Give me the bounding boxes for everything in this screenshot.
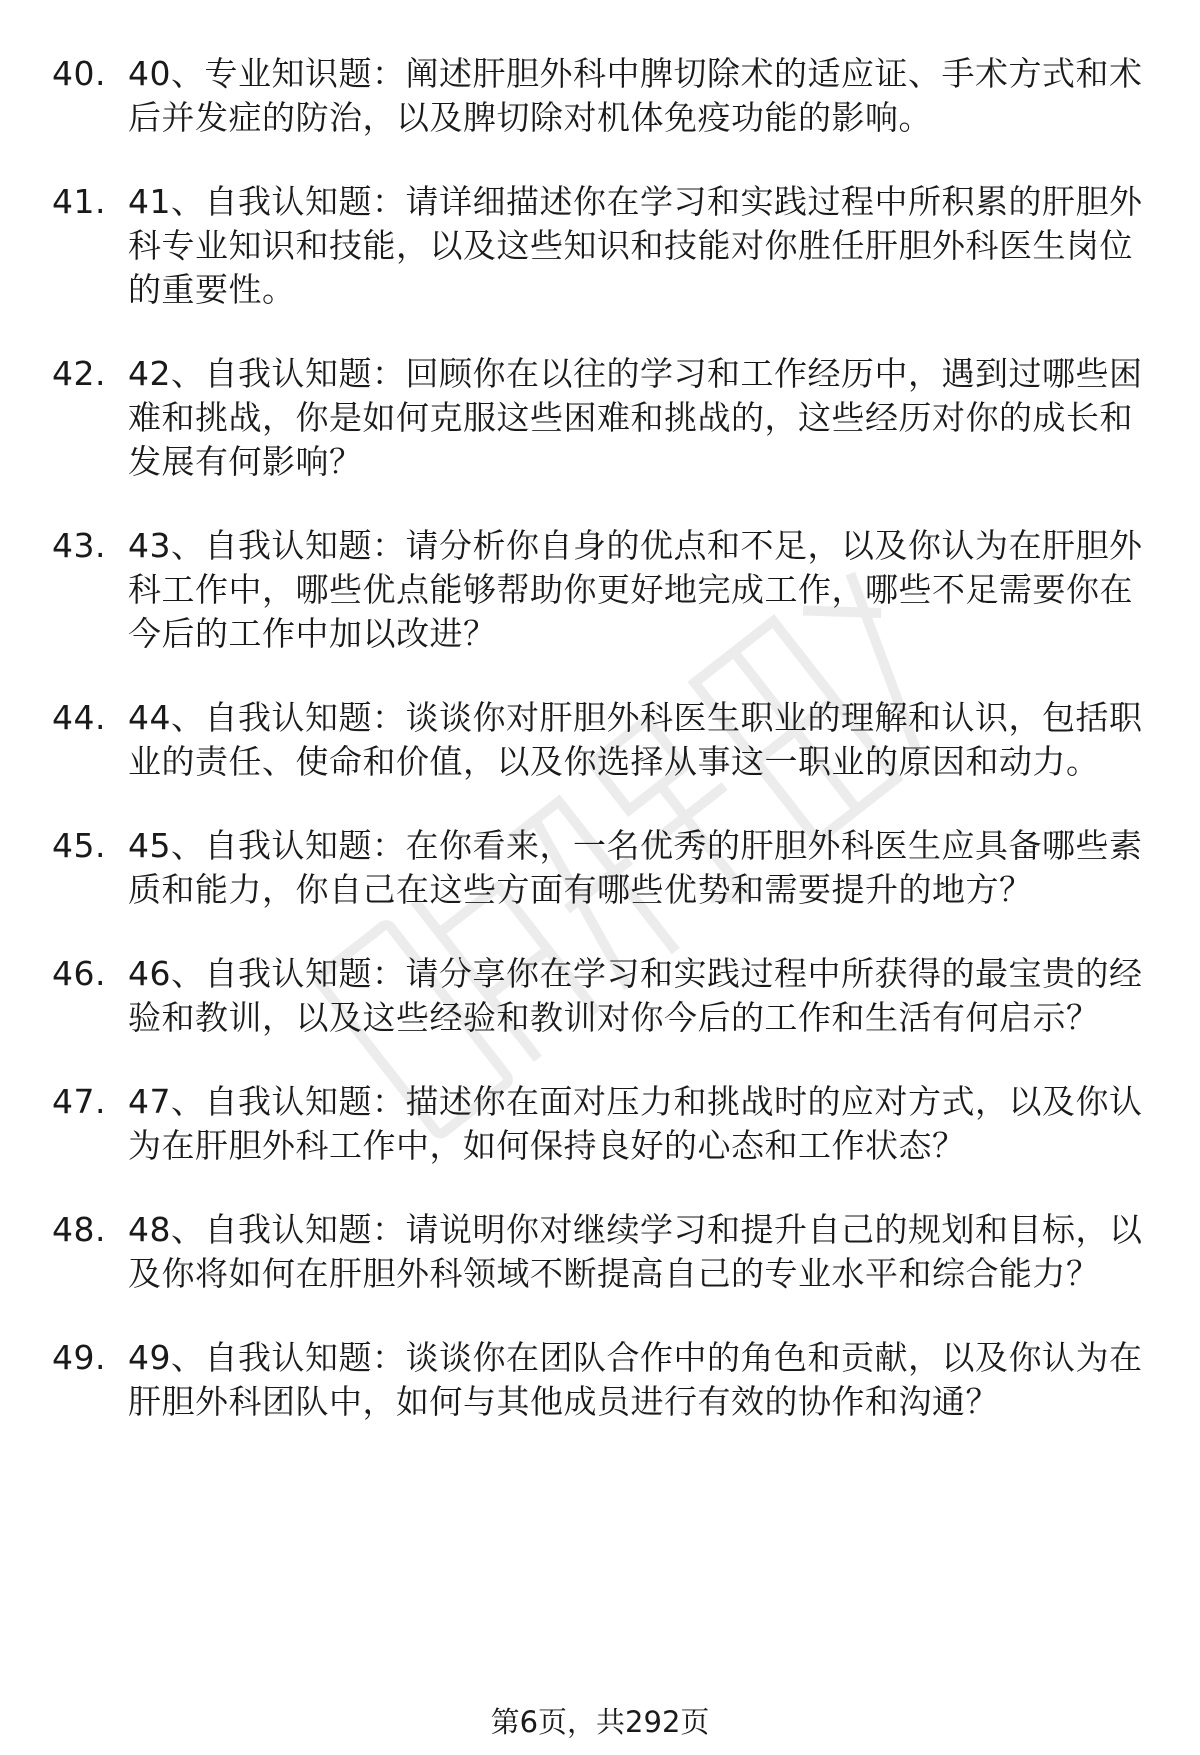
question-item-42 [52, 352, 1152, 484]
question-number: 43. [52, 526, 106, 565]
question-number: 42. [52, 354, 106, 393]
question-item-46 [52, 952, 1152, 1040]
question-item-44 [52, 696, 1152, 784]
question-item-40 [52, 52, 1152, 140]
question-text: 46、自我认知题：请分享你在学习和实践过程中所获得的最宝贵的经验和教训，以及这些经验和教训对你今后的工作和生活有何启示？ [128, 954, 1143, 1037]
question-text: 43、自我认知题：请分析你自身的优点和不足，以及你认为在肝胆外科工作中，哪些优点能够帮助你更好地完成工作，哪些不足需要你在今后的工作中加以改进？ [128, 526, 1143, 653]
question-text: 44、自我认知题：谈谈你对肝胆外科医生职业的理解和认识，包括职业的责任、使命和价值，以及你选择从事这一职业的原因和动力。 [128, 698, 1143, 781]
question-number: 47. [52, 1082, 106, 1121]
question-text: 40、专业知识题：阐述肝胆外科中脾切除术的适应证、手术方式和术后并发症的防治，以及脾切除对机体免疫功能的影响。 [128, 54, 1143, 137]
question-number: 45. [52, 826, 106, 865]
question-text: 48、自我认知题：请说明你对继续学习和提升自己的规划和目标，以及你将如何在肝胆外科领域不断提高自己的专业水平和综合能力？ [128, 1210, 1143, 1293]
page-footer: 第6页，共292页 [490, 1705, 710, 1739]
question-text: 42、自我认知题：回顾你在以往的学习和工作经历中，遇到过哪些困难和挑战，你是如何克服这些困难和挑战的，这些经历对你的成长和发展有何影响？ [128, 354, 1143, 481]
question-number: 48. [52, 1210, 106, 1249]
question-text: 49、自我认知题：谈谈你在团队合作中的角色和贡献，以及你认为在肝胆外科团队中，如何与其他成员进行有效的协作和沟通？ [128, 1338, 1143, 1421]
question-number: 44. [52, 698, 106, 737]
question-item-45 [52, 824, 1152, 912]
question-item-47 [52, 1080, 1152, 1168]
question-item-43 [52, 524, 1152, 656]
question-item-49 [52, 1336, 1152, 1424]
question-number: 41. [52, 182, 106, 221]
question-text: 45、自我认知题：在你看来，一名优秀的肝胆外科医生应具备哪些素质和能力，你自己在这些方面有哪些优势和需要提升的地方？ [128, 826, 1143, 909]
question-number: 49. [52, 1338, 106, 1377]
question-number: 46. [52, 954, 106, 993]
question-item-48 [52, 1208, 1152, 1296]
question-text: 41、自我认知题：请详细描述你在学习和实践过程中所积累的肝胆外科专业知识和技能，以及这些知识和技能对你胜任肝胆外科医生岗位的重要性。 [128, 182, 1143, 309]
question-text: 47、自我认知题：描述你在面对压力和挑战时的应对方式，以及你认为在肝胆外科工作中，如何保持良好的心态和工作状态？ [128, 1082, 1143, 1165]
question-list [52, 52, 1152, 1464]
question-item-41 [52, 180, 1152, 312]
question-number: 40. [52, 54, 106, 93]
